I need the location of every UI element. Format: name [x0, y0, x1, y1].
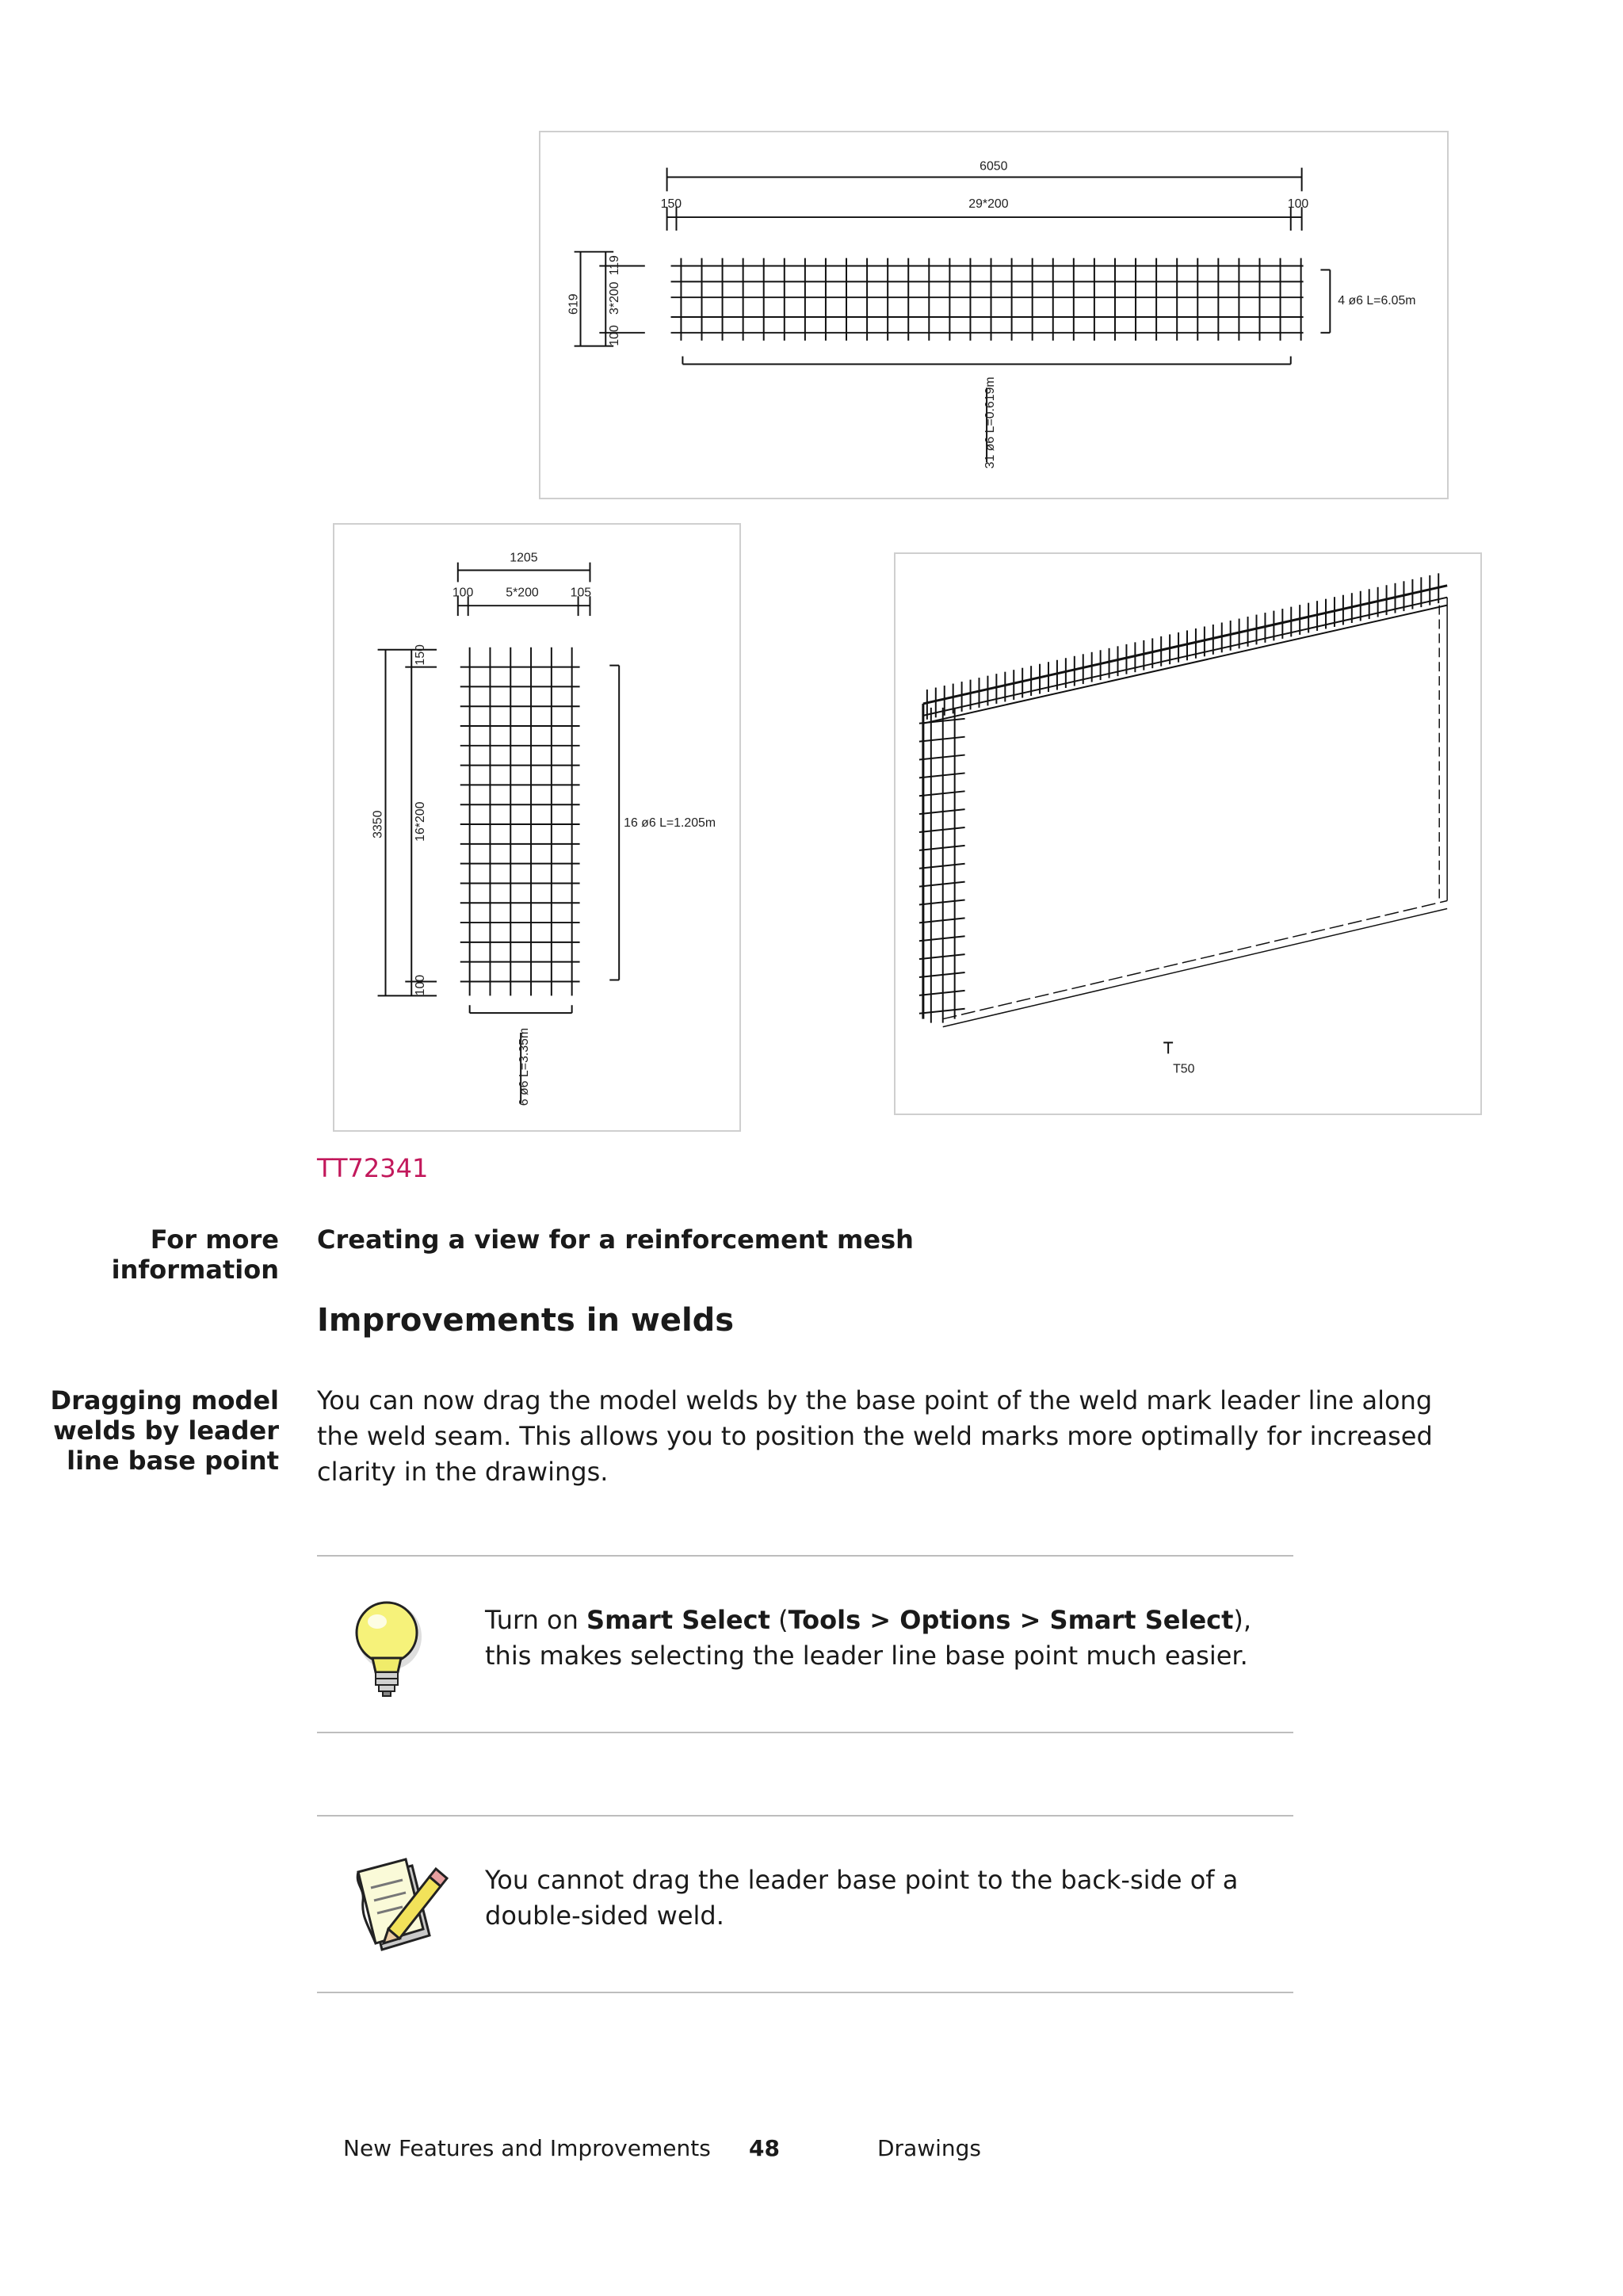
top-height-top-dim: 119 [608, 255, 622, 276]
left-left-edge-dim: 100 [452, 586, 474, 600]
top-bars-right-label: 4 ø6 L=6.05m [1338, 294, 1416, 308]
more-info-label-line2: information [111, 1255, 279, 1285]
tip-lead: Turn on [485, 1605, 587, 1635]
top-spacing-dim: 29*200 [968, 197, 1009, 212]
more-info-label-line1: For more [150, 1224, 279, 1255]
top-overall-dim: 6050 [980, 159, 1008, 174]
top-mesh-drawing [539, 131, 1449, 499]
left-overall-dim: 1205 [510, 551, 538, 565]
left-bars-bottom-label: 6 ø6 L=3.35m [517, 1027, 532, 1106]
left-height-total-dim: 3350 [371, 810, 385, 839]
iso-label: T50 [1173, 1062, 1195, 1076]
lightbulb-icon [349, 1593, 428, 1704]
tip-text-2: ), this makes selecting the leader line base point much easier. [485, 1605, 1252, 1671]
tip-bold-2: Tools > Options > Smart Select [788, 1605, 1234, 1635]
top-mesh-svg [540, 132, 1447, 498]
section-side-line1: Dragging model [50, 1385, 279, 1415]
left-height-spacing-dim: 16*200 [414, 801, 428, 842]
iso-mesh-svg [896, 554, 1480, 1114]
note-top-rule [317, 1815, 1293, 1817]
left-height-top-dim: 150 [414, 644, 428, 666]
more-info-label [48, 1224, 279, 1285]
tip-top-rule [317, 1555, 1293, 1557]
left-right-edge-dim: 105 [570, 586, 592, 600]
top-bars-bottom-label: 31 ø6 L=0.619m [983, 376, 997, 469]
note-bottom-rule [317, 1992, 1293, 1993]
top-height-total-dim: 619 [567, 293, 581, 315]
iso-mesh-view [894, 552, 1482, 1115]
top-right-edge-dim: 100 [1287, 197, 1309, 212]
more-info-link[interactable]: Creating a view for a reinforcement mesh [317, 1224, 914, 1255]
note-text: You cannot drag the leader base point to the back-side of a double-sided weld. [485, 1865, 1239, 1931]
footer-title: New Features and Improvements [343, 2135, 711, 2161]
tip-bold-1: Smart Select [586, 1605, 770, 1635]
footer-section: Drawings [877, 2135, 982, 2161]
left-height-bottom-dim: 100 [414, 974, 428, 996]
tip-text-1: ( [769, 1605, 789, 1635]
section-paragraph: You can now drag the model welds by the base point of the weld mark leader line along the weld seam. This allows you to position the weld marks more optimally for increased clarity in the drawings. [317, 1385, 1433, 1487]
section-side-line2: welds by leader [53, 1415, 279, 1446]
top-left-edge-dim: 150 [660, 197, 682, 212]
ref-code: TT72341 [317, 1153, 429, 1183]
footer-page-number: 48 [749, 2135, 780, 2161]
tip-text [485, 1603, 1285, 1674]
top-height-spacing-dim: 3*200 [608, 281, 622, 315]
left-spacing-dim: 5*200 [506, 586, 539, 600]
note-pencil-icon [347, 1853, 450, 1956]
left-mesh-svg [334, 525, 739, 1130]
left-bars-right-label: 16 ø6 L=1.205m [624, 816, 716, 831]
top-height-bottom-dim: 100 [608, 325, 622, 346]
section-side-line3: line base point [67, 1446, 279, 1476]
tip-bottom-rule [317, 1732, 1293, 1733]
left-mesh-drawing [333, 523, 741, 1132]
section-title: Improvements in welds [317, 1302, 735, 1339]
section-side-label [48, 1385, 279, 1476]
